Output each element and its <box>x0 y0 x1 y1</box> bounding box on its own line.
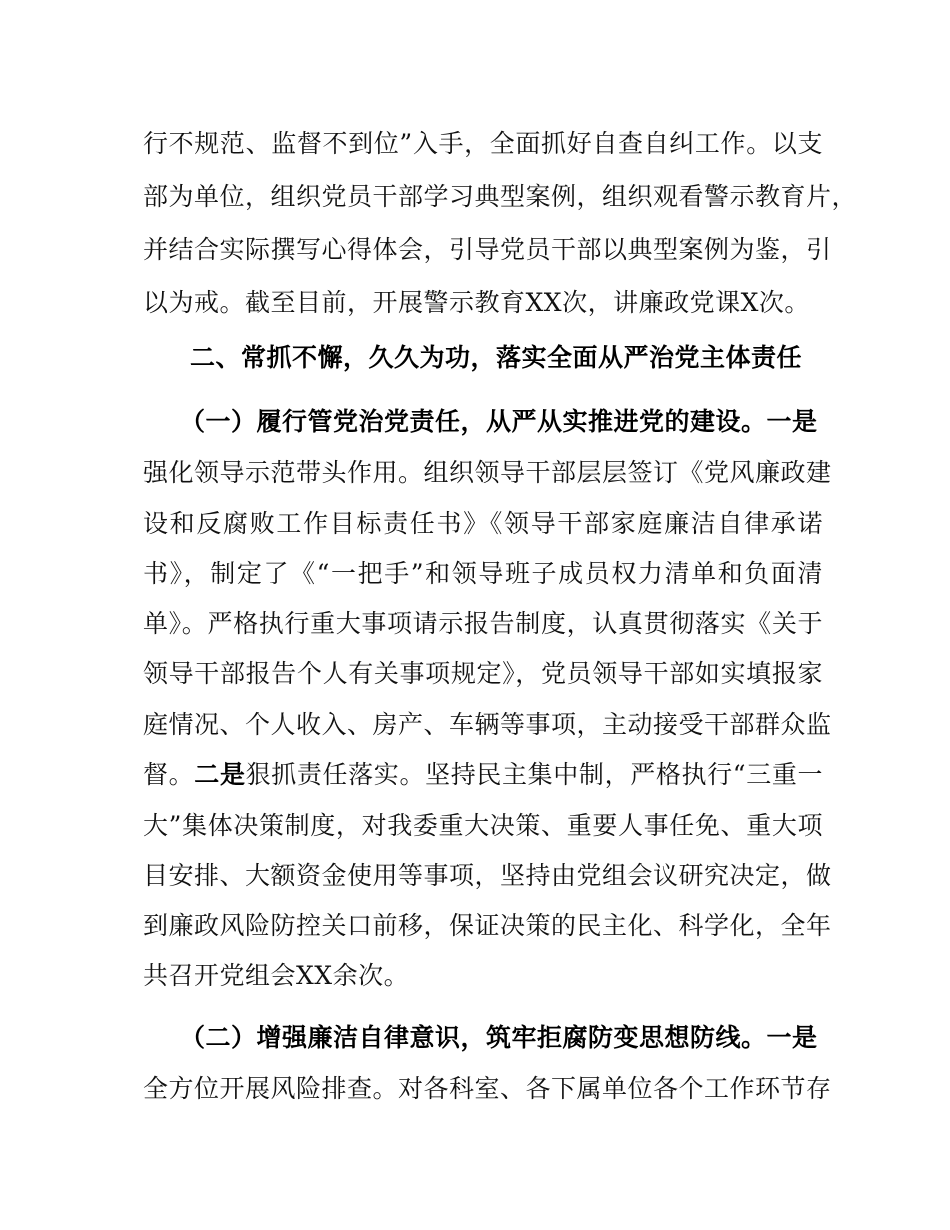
paragraph-line: 庭情况、个人收入、房产、车辆等事项，主动接受干部群众监 <box>143 710 832 739</box>
subsection-title: （二）增强廉洁自律意识，筑牢拒腐防变思想防线。 <box>180 1023 767 1052</box>
first-marker: 一是 <box>766 1023 818 1052</box>
section-heading: 二、常抓不懈，久久为功，落实全面从严治党主体责任 <box>190 343 803 372</box>
paragraph-line: 领导干部报告个人有关事项规定》，党员领导干部如实填报家 <box>143 659 823 688</box>
paragraph-line: 强化领导示范带头作用。组织领导干部层层签订《党风廉政建 <box>143 458 832 487</box>
first-marker: 一是 <box>766 407 818 436</box>
paragraph-line: 共召开党组会XX余次。 <box>143 961 410 990</box>
paragraph-line: 并结合实际撰写心得体会，引导党员干部以典型案例为鉴，引 <box>143 235 832 264</box>
paragraph-line: 部为单位，组织党员干部学习典型案例，组织观看警示教育片， <box>143 182 858 211</box>
line-rest: 狠抓责任落实。坚持民主集中制，严格执行“三重一 <box>245 760 823 789</box>
paragraph-line: 单》。严格执行重大事项请示报告制度，认真贯彻落实《关于 <box>143 609 823 638</box>
paragraph-line: 到廉政风险防控关口前移，保证决策的民主化、科学化，全年 <box>143 911 832 940</box>
paragraph-line-mixed <box>143 759 823 791</box>
paragraph-line: 大”集体决策制度，对我委重大决策、重要人事任免、重大项 <box>143 811 823 840</box>
paragraph-line: 行不规范、监督不到位”入手，全面抓好自查自纠工作。以支 <box>143 129 823 158</box>
paragraph-line: 目安排、大额资金使用等事项，坚持由党组会议研究决定，做 <box>143 861 832 890</box>
subsection-title-line <box>180 1022 823 1054</box>
subsection-title: （一）履行管党治党责任，从严从实推进党的建设。 <box>180 407 767 436</box>
paragraph-line: 以为戒。截至目前，开展警示教育XX次，讲廉政党课X次。 <box>143 288 810 317</box>
second-marker: 二是 <box>194 760 246 789</box>
paragraph-line: 全方位开展风险排查。对各科室、各下属单位各个工作环节存 <box>143 1074 832 1103</box>
line-start: 督。 <box>143 760 195 789</box>
paragraph-line: 书》，制定了《“一把手”和领导班子成员权力清单和负面清 <box>143 559 823 588</box>
subsection-title-line <box>180 406 823 438</box>
paragraph-line: 设和反腐败工作目标责任书》《领导干部家庭廉洁自律承诺 <box>143 509 823 538</box>
